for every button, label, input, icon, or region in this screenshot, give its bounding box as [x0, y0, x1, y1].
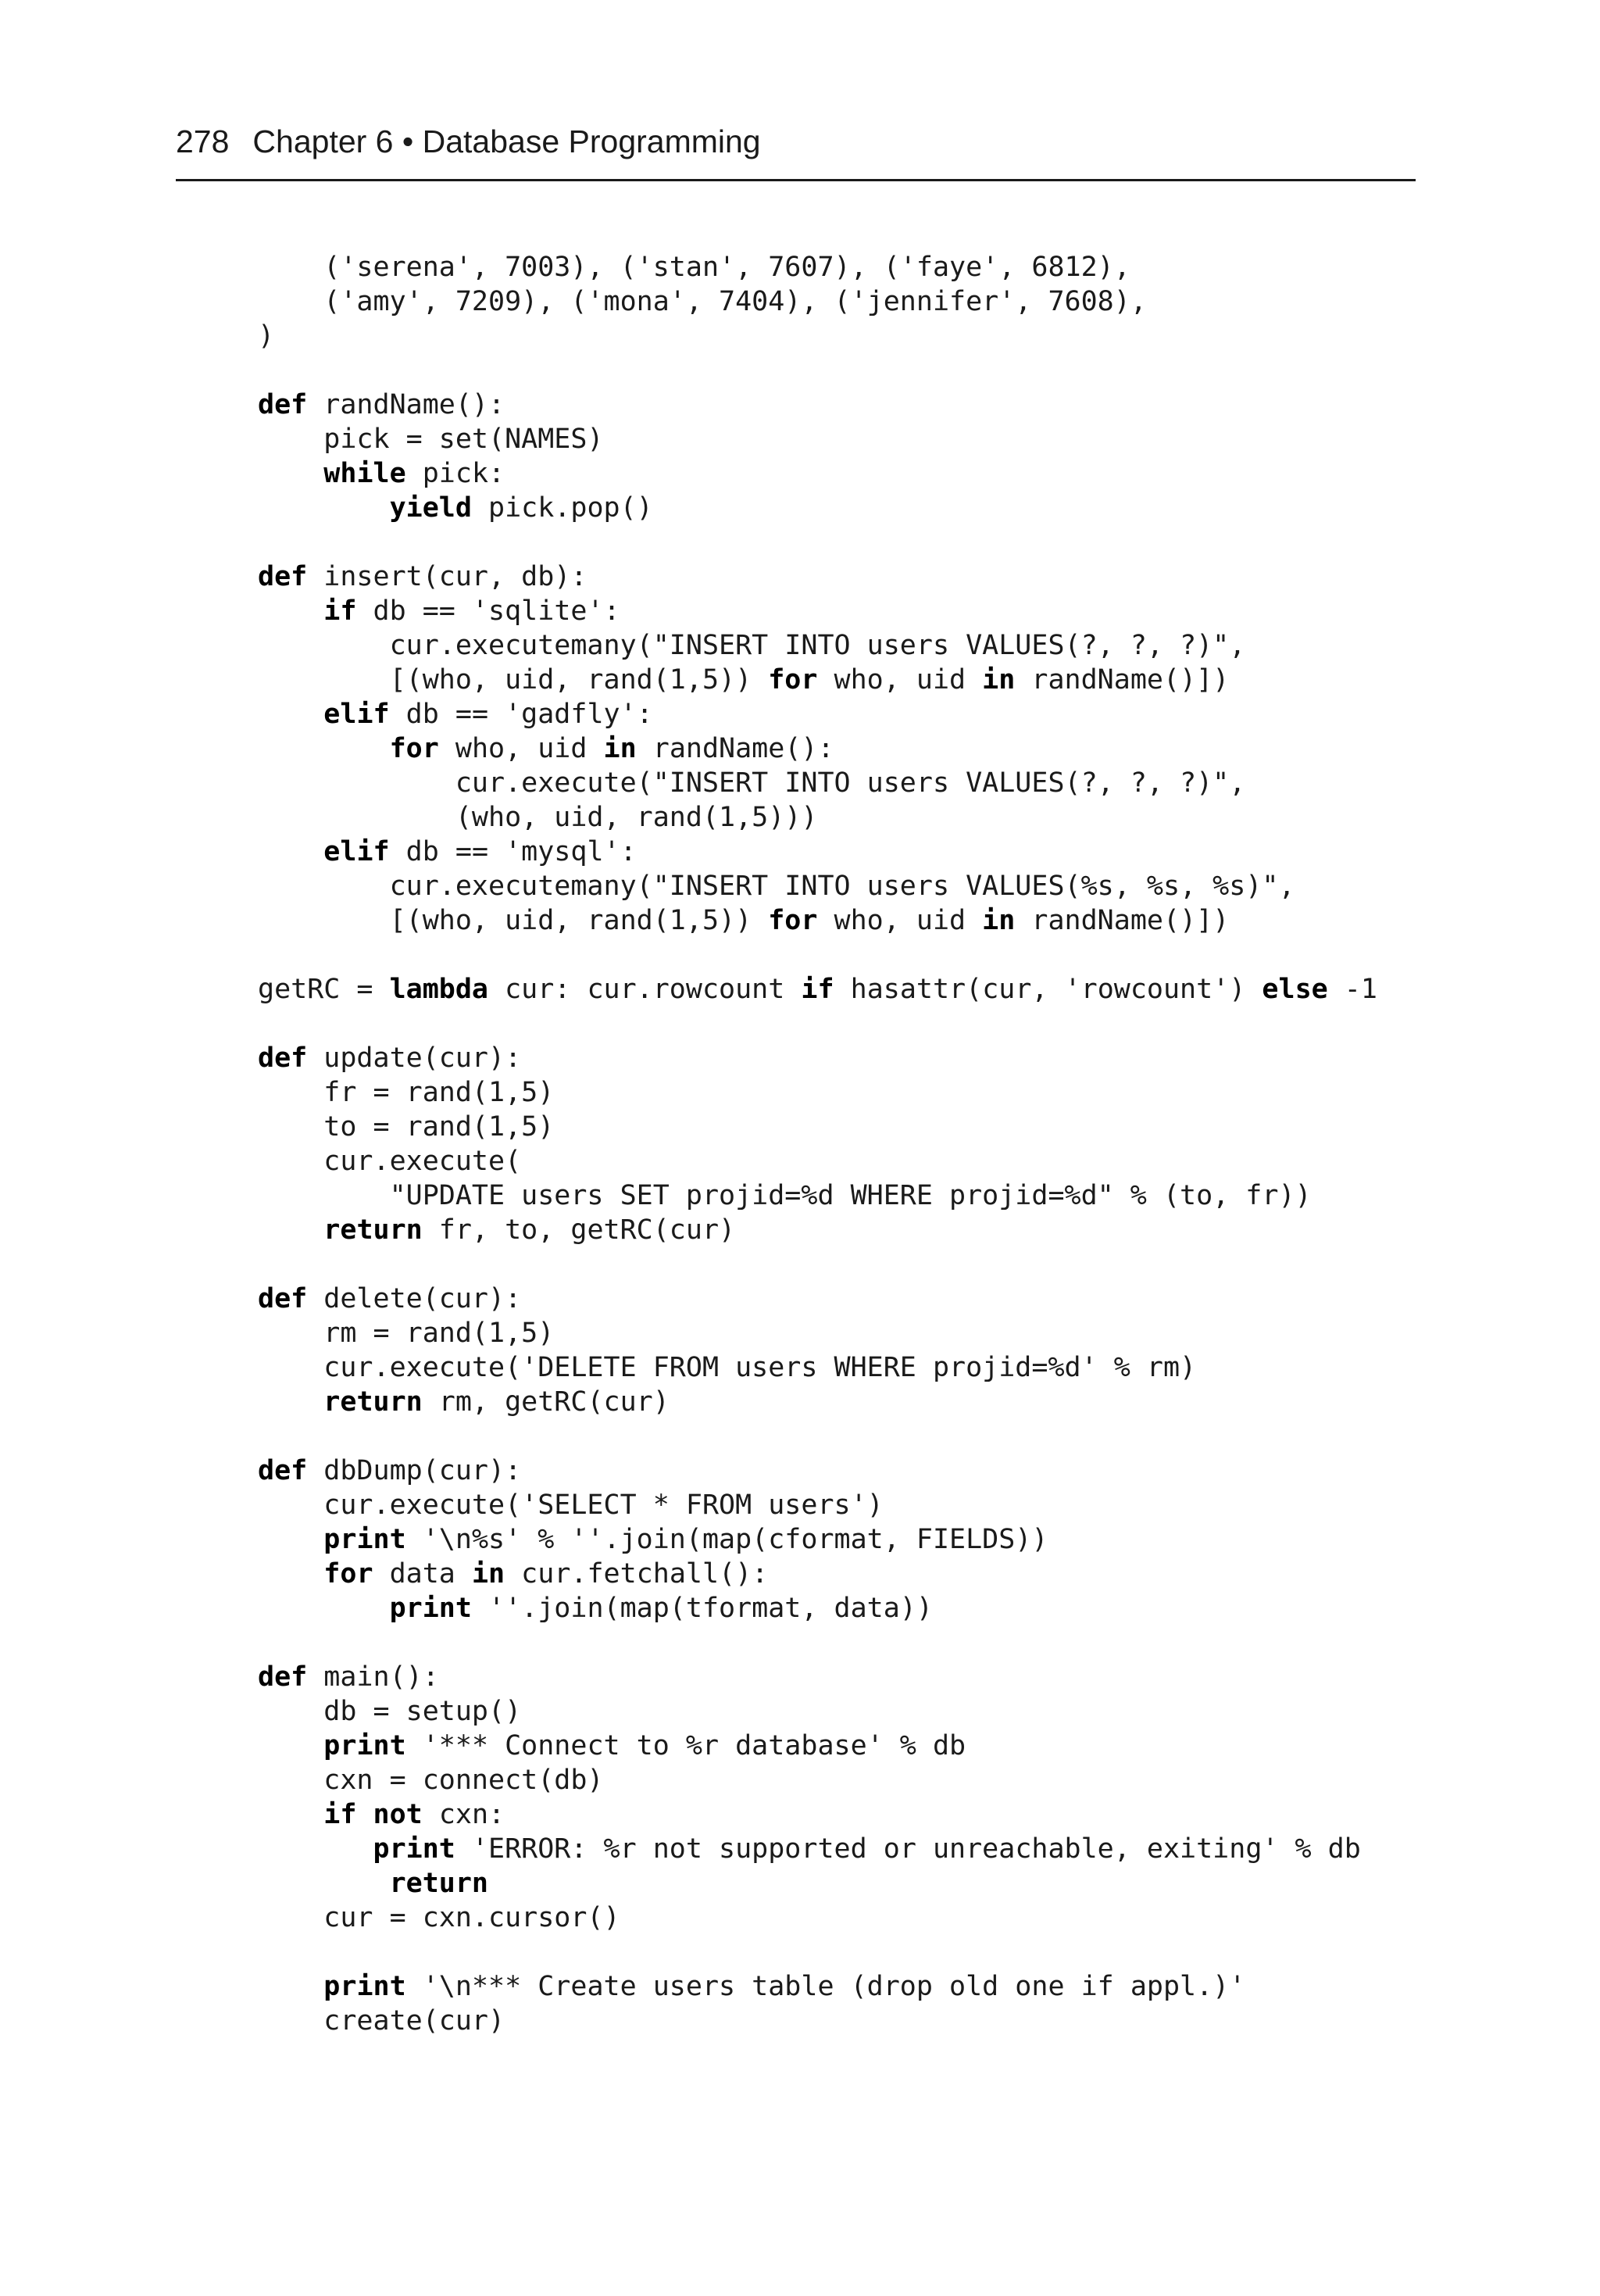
code-keyword: not — [373, 1799, 423, 1830]
code-text: cur.executemany("INSERT INTO users VALUES(%s, %s, %s)", — [258, 871, 1295, 902]
code-line — [258, 766, 1377, 800]
code-line — [258, 1625, 1377, 1660]
code-keyword: while — [323, 458, 406, 489]
code-text: pick.pop() — [471, 492, 653, 524]
code-line — [258, 1075, 1377, 1110]
code-line — [258, 1144, 1377, 1178]
code-text: randName(): — [636, 733, 834, 764]
code-keyword: def — [258, 1042, 308, 1074]
code-text: ''.join(map(tformat, data)) — [471, 1593, 933, 1624]
code-keyword: elif — [323, 836, 390, 867]
code-text: pick: — [405, 458, 505, 489]
code-line — [258, 731, 1377, 766]
code-text — [258, 1386, 323, 1418]
page-number: 278 — [176, 123, 230, 159]
chapter-title: Chapter 6 • Database Programming — [252, 123, 761, 159]
code-keyword: def — [258, 1661, 308, 1693]
code-line — [258, 1213, 1377, 1247]
code-text: cur.execute('SELECT * FROM users') — [258, 1490, 884, 1521]
code-keyword: if — [323, 595, 357, 627]
code-text: getRC = — [258, 974, 390, 1005]
header-rule — [176, 179, 1416, 181]
code-line — [258, 525, 1377, 560]
code-keyword: def — [258, 389, 308, 420]
code-keyword: in — [471, 1558, 505, 1590]
running-head — [176, 119, 761, 164]
code-keyword: lambda — [389, 974, 489, 1005]
code-keyword: for — [768, 905, 818, 936]
code-text: who, uid — [438, 733, 604, 764]
code-text — [356, 1799, 373, 1830]
code-text: '\n*** Create users table (drop old one if appl.)' — [405, 1971, 1246, 2002]
code-text: cur.executemany("INSERT INTO users VALUES(?, ?, ?)", — [258, 630, 1246, 661]
code-text — [258, 458, 323, 489]
code-line — [258, 1454, 1377, 1488]
code-line — [258, 663, 1377, 697]
code-text: cur: cur.rowcount — [488, 974, 802, 1005]
code-text — [258, 1971, 323, 2002]
code-text: fr, to, getRC(cur) — [422, 1214, 736, 1246]
code-line — [258, 1694, 1377, 1729]
code-line — [258, 1660, 1377, 1694]
code-line — [258, 1282, 1377, 1316]
code-text — [258, 699, 323, 730]
code-line — [258, 491, 1377, 525]
code-keyword: in — [603, 733, 637, 764]
code-text: (who, uid, rand(1,5))) — [258, 802, 818, 833]
code-text: who, uid — [817, 905, 983, 936]
code-text: create(cur) — [258, 2005, 505, 2037]
code-text: [(who, uid, rand(1,5)) — [258, 664, 769, 696]
code-keyword: print — [323, 1524, 406, 1555]
code-line — [258, 903, 1377, 938]
code-line — [258, 319, 1377, 353]
code-line — [258, 1763, 1377, 1797]
code-line — [258, 697, 1377, 731]
code-text: to = rand(1,5) — [258, 1111, 555, 1143]
code-keyword: for — [323, 1558, 373, 1590]
code-line — [258, 388, 1377, 422]
code-keyword: return — [323, 1386, 423, 1418]
code-text: db = setup() — [258, 1696, 522, 1727]
code-text: '\n%s' % ''.join(map(cformat, FIELDS)) — [405, 1524, 1048, 1555]
code-text: cur.execute( — [258, 1146, 522, 1177]
code-keyword: def — [258, 1455, 308, 1486]
code-text — [258, 595, 323, 627]
code-text: delete(cur): — [307, 1283, 522, 1314]
code-keyword: yield — [389, 492, 472, 524]
code-line — [258, 938, 1377, 972]
code-text: fr = rand(1,5) — [258, 1077, 555, 1108]
code-text: cur.fetchall(): — [505, 1558, 769, 1590]
code-keyword: for — [389, 733, 439, 764]
code-text: main(): — [307, 1661, 439, 1693]
code-line — [258, 284, 1377, 319]
code-text — [258, 1593, 390, 1624]
code-line — [258, 800, 1377, 835]
code-text — [258, 836, 323, 867]
code-line — [258, 250, 1377, 284]
code-keyword: print — [389, 1593, 472, 1624]
code-text: cur.execute("INSERT INTO users VALUES(?, ?, ?)", — [258, 767, 1246, 799]
code-text: rm = rand(1,5) — [258, 1318, 555, 1349]
code-line — [258, 1350, 1377, 1385]
code-line — [258, 1419, 1377, 1454]
code-text: ) — [258, 320, 275, 352]
code-text: ('serena', 7003), ('stan', 7607), ('faye', 6812), — [258, 252, 1130, 283]
code-keyword: if — [323, 1799, 357, 1830]
code-line — [258, 1901, 1377, 1935]
code-line — [258, 594, 1377, 628]
code-line — [258, 1797, 1377, 1832]
code-line — [258, 353, 1377, 388]
code-text: "UPDATE users SET projid=%d WHERE projid=%d" % (to, fr)) — [258, 1180, 1312, 1211]
code-line — [258, 1591, 1377, 1625]
code-keyword: in — [982, 905, 1016, 936]
code-keyword: def — [258, 1283, 308, 1314]
code-text — [258, 1868, 390, 1899]
code-text: randName()]) — [1015, 905, 1230, 936]
code-line — [258, 1832, 1377, 1866]
code-text: cur.execute('DELETE FROM users WHERE projid=%d' % rm) — [258, 1352, 1197, 1383]
code-text: hasattr(cur, 'rowcount') — [834, 974, 1262, 1005]
code-text: randName(): — [307, 389, 505, 420]
code-line — [258, 628, 1377, 663]
code-line — [258, 1729, 1377, 1763]
code-line — [258, 1041, 1377, 1075]
code-line — [258, 1110, 1377, 1144]
code-text: cur = cxn.cursor() — [258, 1902, 620, 1933]
code-keyword: print — [373, 1833, 455, 1865]
code-line — [258, 1557, 1377, 1591]
code-listing — [258, 250, 1377, 2038]
code-text: update(cur): — [307, 1042, 522, 1074]
code-keyword: print — [323, 1730, 406, 1761]
code-text: randName()]) — [1015, 664, 1230, 696]
code-line — [258, 1385, 1377, 1419]
code-text: cxn: — [422, 1799, 505, 1830]
code-line — [258, 1935, 1377, 1969]
code-text — [258, 1833, 373, 1865]
code-text — [258, 1214, 323, 1246]
code-text: db == 'gadfly': — [389, 699, 653, 730]
code-line — [258, 1247, 1377, 1282]
code-line — [258, 835, 1377, 869]
code-text — [258, 733, 390, 764]
code-text: dbDump(cur): — [307, 1455, 522, 1486]
code-line — [258, 869, 1377, 903]
code-keyword: in — [982, 664, 1016, 696]
code-line — [258, 1488, 1377, 1522]
code-line — [258, 1866, 1377, 1901]
code-line — [258, 1178, 1377, 1213]
code-line — [258, 456, 1377, 491]
code-text: 'ERROR: %r not supported or unreachable, exiting' % db — [455, 1833, 1361, 1865]
code-text: insert(cur, db): — [307, 561, 588, 592]
code-line — [258, 1007, 1377, 1041]
code-text: ('amy', 7209), ('mona', 7404), ('jennifer', 7608), — [258, 286, 1147, 317]
code-text — [258, 492, 390, 524]
code-line — [258, 1316, 1377, 1350]
code-text: cxn = connect(db) — [258, 1765, 604, 1796]
code-text: -1 — [1327, 974, 1377, 1005]
code-line — [258, 2004, 1377, 2038]
code-keyword: def — [258, 561, 308, 592]
code-text: db == 'sqlite': — [356, 595, 620, 627]
code-line — [258, 1969, 1377, 2004]
code-text: [(who, uid, rand(1,5)) — [258, 905, 769, 936]
code-text — [258, 1524, 323, 1555]
code-keyword: return — [389, 1868, 489, 1899]
code-text — [258, 1558, 323, 1590]
code-keyword: print — [323, 1971, 406, 2002]
code-text — [258, 1799, 323, 1830]
code-line — [258, 1522, 1377, 1557]
code-text — [258, 1730, 323, 1761]
code-keyword: elif — [323, 699, 390, 730]
code-text: db == 'mysql': — [389, 836, 637, 867]
code-text: rm, getRC(cur) — [422, 1386, 670, 1418]
code-text: who, uid — [817, 664, 983, 696]
code-keyword: return — [323, 1214, 423, 1246]
code-keyword: if — [801, 974, 834, 1005]
code-text: pick = set(NAMES) — [258, 424, 604, 455]
code-line — [258, 972, 1377, 1007]
code-text: '*** Connect to %r database' % db — [405, 1730, 966, 1761]
code-keyword: else — [1262, 974, 1328, 1005]
code-line — [258, 422, 1377, 456]
code-keyword: for — [768, 664, 818, 696]
code-line — [258, 560, 1377, 594]
code-text: data — [373, 1558, 472, 1590]
